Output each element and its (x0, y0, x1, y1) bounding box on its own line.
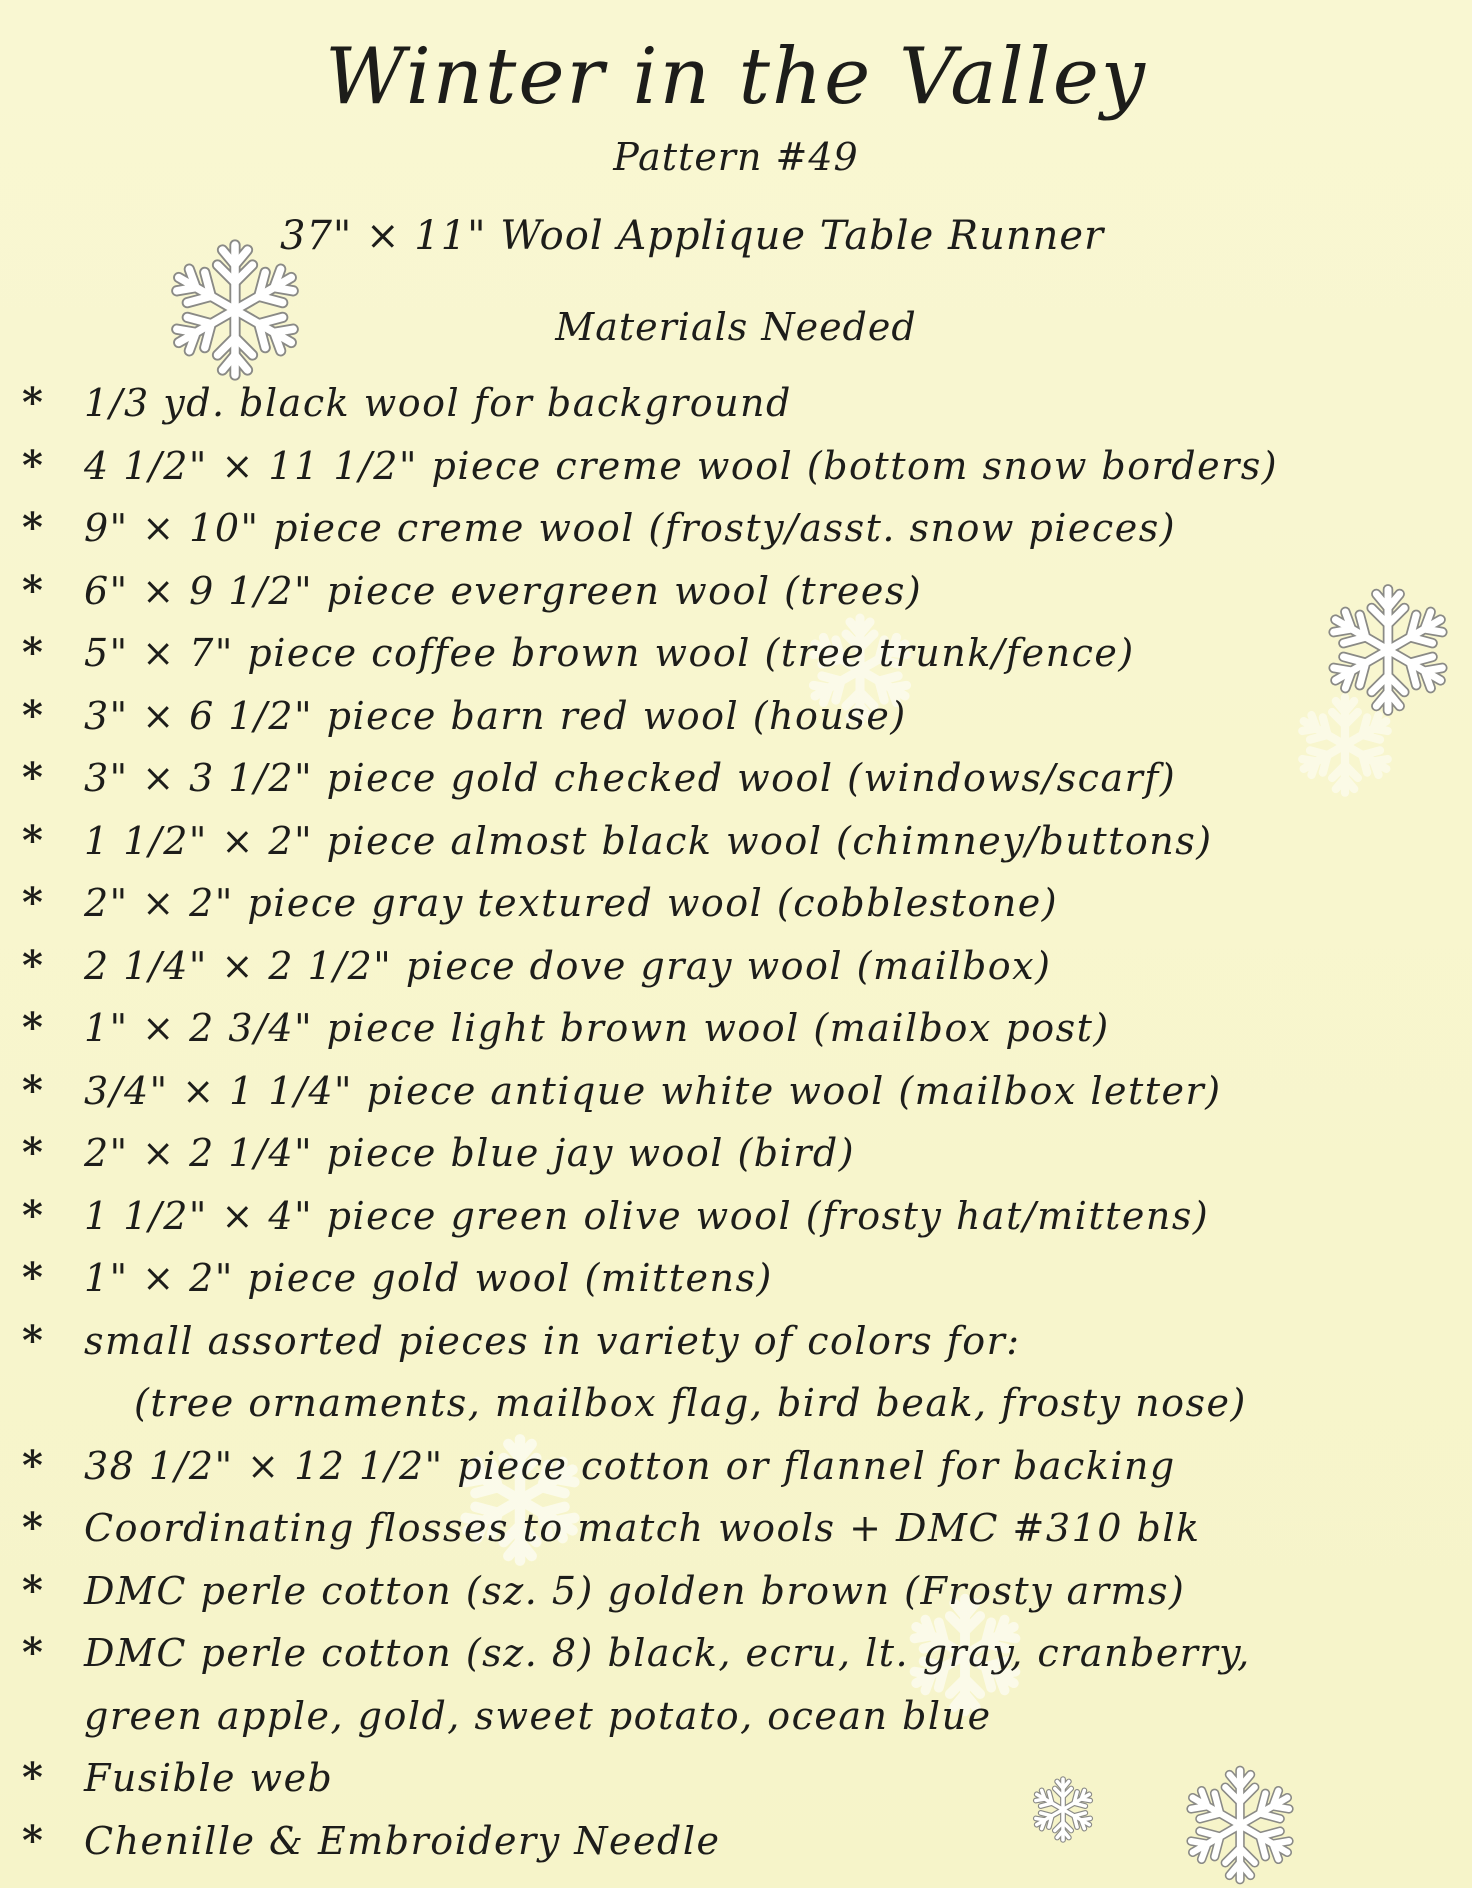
material-text (84, 1622, 1251, 1747)
material-text-line: DMC perle cotton (sz. 8) black, ecru, lt. gray, cranberry, (84, 1631, 1251, 1675)
material-text: 38 1/2" × 12 1/2" piece cotton or flannel for backing (84, 1443, 1176, 1488)
list-item (22, 1185, 1462, 1248)
material-text-continuation: (tree ornaments, mailbox flag, bird beak, frosty nose) (134, 1381, 1247, 1425)
list-item (22, 872, 1462, 935)
asterisk-bullet-icon: * (22, 1066, 45, 1114)
material-text: 6" × 9 1/2" piece evergreen wool (trees) (84, 568, 923, 613)
material-text: 2" × 2" piece gray textured wool (cobblestone) (84, 881, 1059, 925)
list-item (22, 1622, 1462, 1747)
list-item (22, 560, 1462, 623)
list-item (22, 1060, 1462, 1123)
list-item (22, 1122, 1462, 1185)
page-title: Winter in the Valley (325, 32, 1147, 122)
list-item (22, 997, 1462, 1060)
asterisk-bullet-icon: * (22, 379, 45, 426)
material-text: 1" × 2" piece gold wool (mittens) (84, 1256, 773, 1300)
material-text: 3" × 6 1/2" piece barn red wool (house) (84, 693, 907, 738)
material-text: 4 1/2" × 11 1/2" piece creme wool (bottom snow borders) (84, 443, 1279, 488)
list-item (22, 1747, 1462, 1810)
material-text: 3" × 3 1/2" piece gold checked wool (windows/scarf) (84, 756, 1177, 800)
list-item (22, 622, 1462, 685)
list-item (22, 1560, 1462, 1623)
asterisk-bullet-icon: * (22, 1191, 45, 1239)
asterisk-bullet-icon: * (22, 1754, 45, 1801)
asterisk-bullet-icon: * (22, 1441, 45, 1489)
material-text: DMC perle cotton (sz. 5) golden brown (Frosty arms) (84, 1568, 1186, 1613)
material-text: 1/3 yd. black wool for background (84, 381, 792, 425)
list-item (22, 1435, 1462, 1498)
asterisk-bullet-icon: * (22, 879, 45, 926)
material-text: 3/4" × 1 1/4" piece antique white wool (mailbox letter) (84, 1068, 1222, 1113)
asterisk-bullet-icon: * (22, 941, 45, 989)
asterisk-bullet-icon: * (22, 1816, 45, 1864)
material-text: Fusible web (84, 1756, 334, 1800)
list-item (22, 435, 1462, 498)
asterisk-bullet-icon: * (22, 1316, 45, 1364)
material-text: 2 1/4" × 2 1/2" piece dove gray wool (mailbox) (84, 943, 1052, 988)
material-text: Coordinating flosses to match wools + DMC #310 blk (84, 1506, 1201, 1550)
asterisk-bullet-icon: * (22, 441, 45, 489)
material-text: 1" × 2 3/4" piece light brown wool (mailbox post) (84, 1006, 1110, 1050)
list-item (22, 372, 1462, 435)
material-text: 1 1/2" × 2" piece almost black wool (chimney/buttons) (84, 818, 1213, 863)
list-item (22, 685, 1462, 748)
list-item (22, 1247, 1462, 1310)
asterisk-bullet-icon: * (22, 1566, 45, 1614)
asterisk-bullet-icon: * (22, 504, 45, 551)
asterisk-bullet-icon: * (22, 1129, 45, 1176)
asterisk-bullet-icon: * (22, 1004, 45, 1051)
list-item (22, 1497, 1462, 1560)
material-text: Chenille & Embroidery Needle (84, 1818, 721, 1863)
material-text (84, 1310, 1247, 1435)
material-text: 2" × 2 1/4" piece blue jay wool (bird) (84, 1131, 856, 1175)
material-text-continuation: green apple, gold, sweet potato, ocean blue (84, 1693, 992, 1738)
materials-list (22, 372, 1462, 1872)
materials-heading: Materials Needed (555, 305, 917, 349)
list-item (22, 810, 1462, 873)
material-text: 9" × 10" piece creme wool (frosty/asst. snow pieces) (84, 506, 1177, 550)
list-item (22, 1810, 1462, 1873)
list-item (22, 1310, 1462, 1435)
asterisk-bullet-icon: * (22, 1629, 45, 1676)
asterisk-bullet-icon: * (22, 691, 45, 739)
asterisk-bullet-icon: * (22, 629, 45, 676)
product-description: 37" × 11" Wool Applique Table Runner (280, 213, 1105, 259)
asterisk-bullet-icon: * (22, 754, 45, 801)
material-text-line: small assorted pieces in variety of colors for: (84, 1318, 1021, 1363)
pattern-number: Pattern #49 (613, 135, 859, 179)
material-text: 1 1/2" × 4" piece green olive wool (frosty hat/mittens) (84, 1193, 1210, 1238)
asterisk-bullet-icon: * (22, 1254, 45, 1301)
material-text: 5" × 7" piece coffee brown wool (tree trunk/fence) (84, 631, 1135, 675)
asterisk-bullet-icon: * (22, 816, 45, 864)
list-item (22, 747, 1462, 810)
asterisk-bullet-icon: * (22, 1504, 45, 1551)
list-item (22, 935, 1462, 998)
list-item (22, 497, 1462, 560)
asterisk-bullet-icon: * (22, 566, 45, 614)
